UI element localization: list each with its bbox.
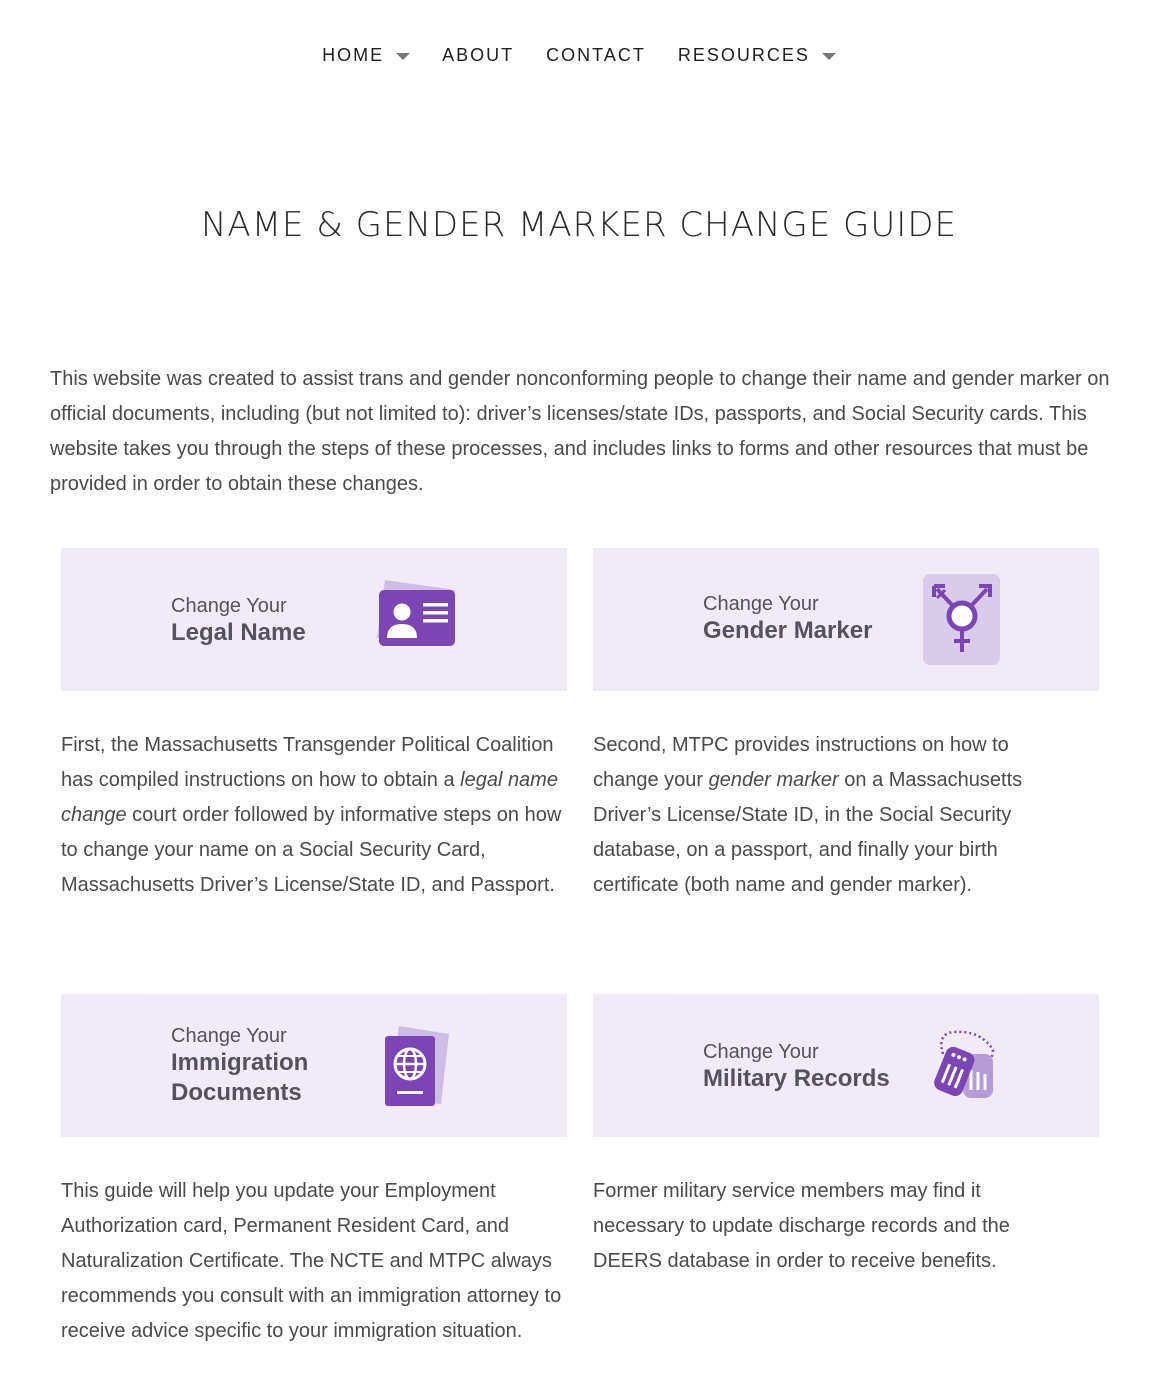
legal-name-card-link[interactable]	[61, 548, 567, 691]
passport-icon	[381, 1022, 453, 1110]
desc-text: court order followed by informative steps on how to change your name on a Social Security Card, Massachusetts Driver’s License/State ID, and Passport.	[61, 804, 562, 896]
card-heading-small: Change Your	[703, 1041, 819, 1063]
card-heading	[171, 1024, 308, 1108]
card-heading-big: Military Records	[703, 1065, 890, 1092]
desc-emphasis: legal name change	[61, 769, 558, 826]
nav-item-resources[interactable]	[678, 40, 836, 70]
caret-down-icon[interactable]	[822, 53, 836, 60]
nav-item-home[interactable]	[322, 40, 410, 70]
legal-name-description	[61, 728, 571, 903]
desc-text: First, the Massachusetts Transgender Political Coalition has compiled instructions on how to obtain a	[61, 734, 554, 791]
gender-marker-description	[593, 728, 1063, 903]
card-heading-big: Immigration	[171, 1049, 309, 1076]
nav-item-about[interactable]	[442, 40, 514, 70]
main-nav	[0, 40, 1158, 70]
card-heading	[171, 594, 306, 648]
transgender-symbol-icon	[923, 574, 1001, 666]
immigration-description	[61, 1174, 576, 1349]
card-heading-big: Gender Marker	[703, 617, 873, 644]
card-heading	[703, 592, 872, 646]
desc-text: This guide will help you update your Employment Authorization card, Permanent Resident Card, and Naturalization Certificate. The NCTE and MTPC always recommends you consult with an immigration attorney to receive advice specific to your immigration situation.	[61, 1180, 562, 1342]
nav-label: HOME	[322, 44, 385, 65]
caret-down-icon[interactable]	[396, 53, 410, 60]
military-description	[593, 1174, 1053, 1279]
desc-text: on a Massachusetts Driver’s License/State ID, in the Social Security database, on a passport, and finally your birth certificate (both name and gender marker).	[593, 769, 1023, 896]
nav-label: RESOURCES	[677, 44, 810, 65]
gender-marker-card-link[interactable]	[593, 548, 1099, 691]
card-heading-small: Change Your	[703, 593, 819, 615]
intro-paragraph: This website was created to assist trans and gender nonconforming people to change their name and gender marker on official documents, including (but not limited to): driver’s licenses/state IDs, passports, and Social Security cards. This website takes you through the steps of these processes, and includes links to forms and other resources that must be provided in order to obtain these changes.	[50, 368, 1110, 495]
desc-emphasis: gender marker	[708, 769, 839, 791]
card-heading	[703, 1040, 890, 1094]
id-card-icon	[373, 576, 459, 651]
card-heading-small: Change Your	[171, 1025, 287, 1047]
nav-label: CONTACT	[546, 44, 646, 65]
military-records-card-link[interactable]	[593, 994, 1099, 1137]
card-heading-big: Legal Name	[171, 619, 306, 646]
card-heading-small: Change Your	[171, 595, 287, 617]
card-heading-big: Documents	[171, 1079, 302, 1106]
desc-text: Former military service members may find it necessary to update discharge records and the DEERS database in order to receive benefits.	[593, 1180, 1010, 1272]
immigration-documents-card-link[interactable]	[61, 994, 567, 1137]
dog-tags-icon	[931, 1028, 1001, 1102]
page-title: NAME & GENDER MARKER CHANGE GUIDE	[201, 205, 957, 245]
nav-item-contact[interactable]	[546, 40, 646, 70]
desc-text: Second, MTPC provides instructions on how to change your	[593, 734, 1009, 791]
nav-label: ABOUT	[442, 44, 515, 65]
